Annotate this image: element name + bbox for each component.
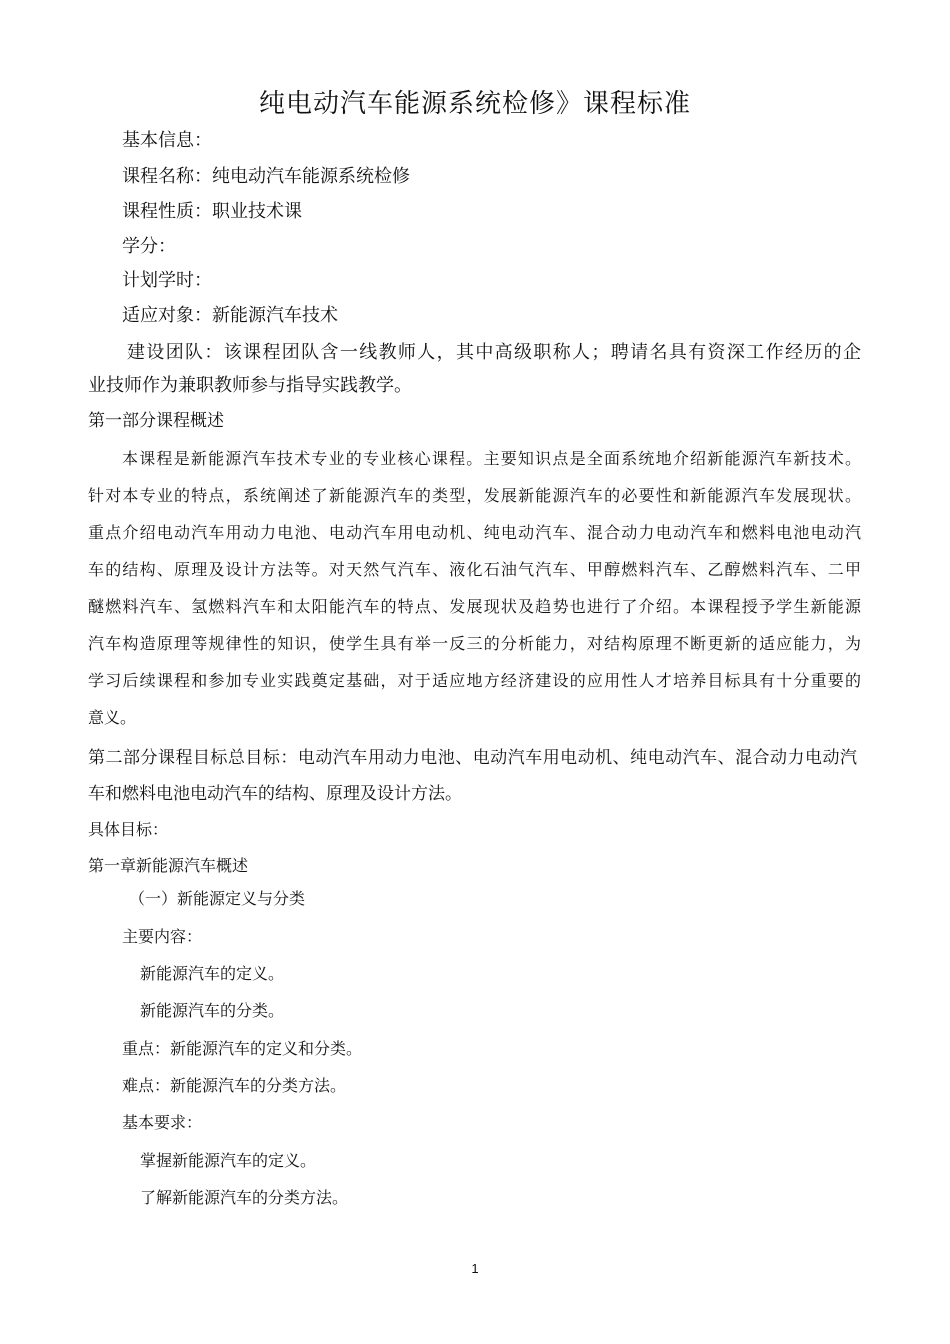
part2-line-1: 第二部分课程目标总目标：电动汽车用动力电池、电动汽车用电动机、纯电动汽车、混合动力电动汽 [88,748,857,768]
course-name: 课程名称：纯电动汽车能源系统检修 [122,166,410,187]
planned-hours: 计划学时： [122,270,212,291]
credits: 学分： [122,236,176,257]
document-title: 纯电动汽车能源系统检修》课程标准 [258,89,691,119]
course-nature: 课程性质：职业技术课 [122,201,302,222]
part1-line: 学习后续课程和参加专业实践奠定基础，对于适应地方经济建设的应用性人才培养目标具有十分重要的 [88,671,861,690]
part1-line: 意义。 [88,708,137,727]
requirement-item: 掌握新能源汽车的定义。 [140,1151,317,1170]
chapter1-heading: 第一章新能源汽车概述 [88,856,249,875]
main-content-label: 主要内容： [122,927,203,946]
key-point: 重点：新能源汽车的定义和分类。 [122,1039,363,1058]
content-item: 新能源汽车的定义。 [140,964,285,983]
part1-line: 本课程是新能源汽车技术专业的专业核心课程。主要知识点是全面系统地介绍新能源汽车新技术。 [122,449,861,468]
specific-goals-label: 具体目标： [88,820,169,839]
requirement-item: 了解新能源汽车的分类方法。 [140,1188,349,1207]
part1-line: 针对本专业的特点，系统阐述了新能源汽车的类型，发展新能源汽车的必要性和新能源汽车发展现状。 [88,486,861,505]
part1-line: 车的结构、原理及设计方法等。对天然气汽车、液化石油气汽车、甲醇燃料汽车、乙醇燃料汽车、二甲 [88,560,861,579]
part1-heading: 第一部分课程概述 [88,411,224,431]
part1-line: 醚燃料汽车、氢燃料汽车和太阳能汽车的特点、发展现状及趋势也进行了介绍。本课程授予学生新能源 [88,597,861,616]
part2-line-2: 车和燃料电池电动汽车的结构、原理及设计方法。 [88,784,462,804]
chapter1-section: （一）新能源定义与分类 [129,889,306,908]
team-line-2: 业技师作为兼职教师参与指导实践教学。 [88,375,412,396]
part1-line: 重点介绍电动汽车用动力电池、电动汽车用电动机、纯电动汽车、混合动力电动汽车和燃料电池电动汽 [88,523,861,542]
difficulty: 难点：新能源汽车的分类方法。 [122,1076,347,1095]
requirements-label: 基本要求： [122,1113,203,1132]
basic-info-heading: 基本信息： [122,130,212,151]
content-item: 新能源汽车的分类。 [140,1001,285,1020]
part1-line: 汽车构造原理等规律性的知识，使学生具有举一反三的分析能力，对结构原理不断更新的适应能力，为 [88,634,861,653]
team-line-1: 建设团队：该课程团队含一线教师人，其中高级职称人；聘请名具有资深工作经历的企 [127,342,861,363]
target-audience: 适应对象：新能源汽车技术 [122,305,338,326]
page-number: 1 [471,1261,479,1276]
